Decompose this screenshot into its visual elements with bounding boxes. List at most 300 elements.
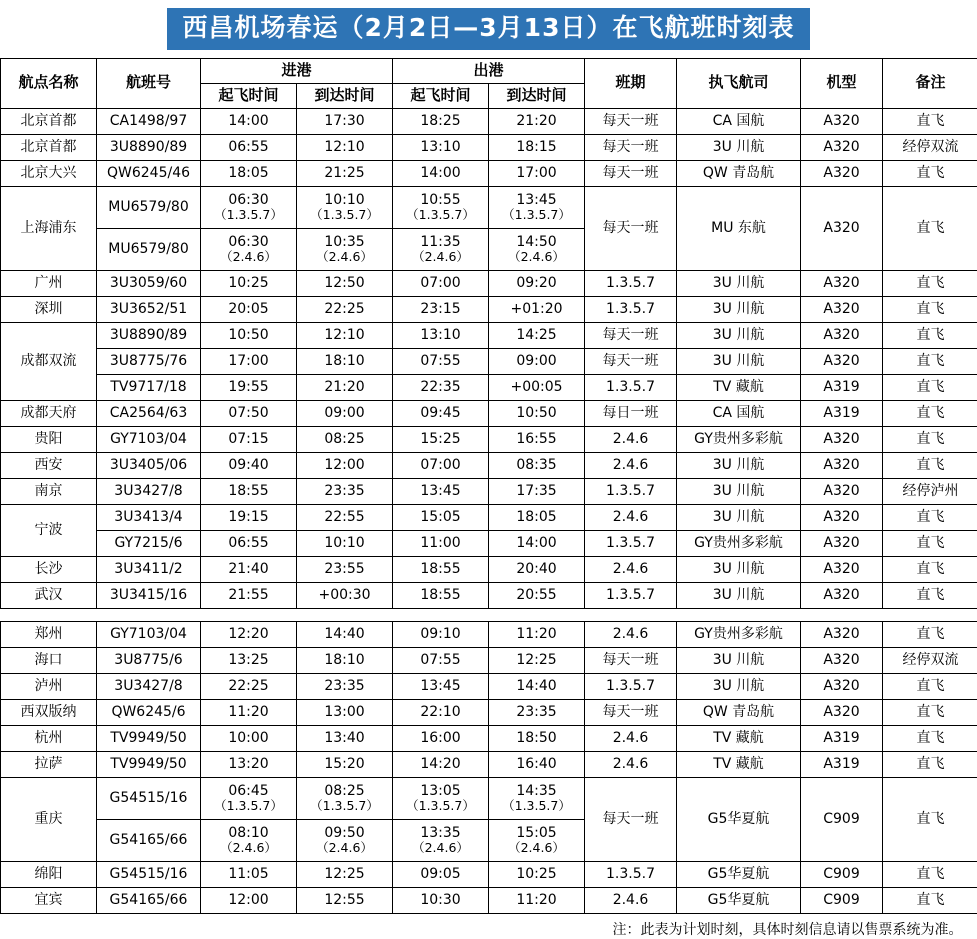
cell-arrival-arr-time: 18:10 [297, 647, 393, 673]
cell-departure-dep-time: 18:55 [393, 556, 489, 582]
cell-departure-arr-time: 10:25 [489, 861, 585, 887]
cell-arrival-dep-time: 10:00 [201, 725, 297, 751]
cell-airport: 泸州 [1, 673, 97, 699]
cell-departure-dep-time: 18:55 [393, 582, 489, 608]
cell-airline: 3U 川航 [677, 647, 801, 673]
cell-flight-no: GY7215/6 [97, 530, 201, 556]
table-row [1, 160, 977, 186]
cell-flight-no: MU6579/80 [97, 228, 201, 270]
header-days: 班期 [585, 58, 677, 108]
cell-remark: 直飞 [883, 777, 977, 861]
cell-arrival-arr-time: 10:10 [297, 530, 393, 556]
cell-departure-dep-time: 10:30 [393, 887, 489, 913]
cell-airline: QW 青岛航 [677, 160, 801, 186]
cell-flight-no: 3U8890/89 [97, 134, 201, 160]
cell-remark: 直飞 [883, 348, 977, 374]
cell-departure-arr-time: +01:20 [489, 296, 585, 322]
cell-departure-dep-time: 13:10 [393, 322, 489, 348]
cell-departure-arr-time: 14:35 （1.3.5.7） [489, 777, 585, 819]
cell-days: 1.3.5.7 [585, 582, 677, 608]
cell-departure-dep-time: 14:20 [393, 751, 489, 777]
cell-aircraft: A320 [801, 699, 883, 725]
cell-remark: 经停泸州 [883, 478, 977, 504]
cell-days: 2.4.6 [585, 452, 677, 478]
cell-airport: 广州 [1, 270, 97, 296]
cell-aircraft: A320 [801, 426, 883, 452]
cell-remark: 直飞 [883, 887, 977, 913]
cell-remark: 直飞 [883, 160, 977, 186]
cell-airport: 宜宾 [1, 887, 97, 913]
cell-flight-no: 3U8775/76 [97, 348, 201, 374]
cell-flight-no: 3U8890/89 [97, 322, 201, 348]
cell-aircraft: A320 [801, 270, 883, 296]
cell-departure-dep-time: 13:35 （2.4.6） [393, 819, 489, 861]
page-title: 西昌机场春运（2月2日—3月13日）在飞航班时刻表 [167, 8, 811, 50]
cell-remark: 直飞 [883, 270, 977, 296]
cell-departure-dep-time: 07:55 [393, 348, 489, 374]
cell-flight-no: G54515/16 [97, 777, 201, 819]
cell-aircraft: A319 [801, 400, 883, 426]
cell-airport: 深圳 [1, 296, 97, 322]
cell-departure-dep-time: 11:35 （2.4.6） [393, 228, 489, 270]
table-row [1, 621, 977, 647]
cell-arrival-arr-time: 12:25 [297, 861, 393, 887]
cell-departure-dep-time: 09:05 [393, 861, 489, 887]
cell-days: 1.3.5.7 [585, 270, 677, 296]
cell-departure-arr-time: 20:55 [489, 582, 585, 608]
cell-aircraft: A320 [801, 160, 883, 186]
cell-departure-arr-time: 10:50 [489, 400, 585, 426]
cell-aircraft: C909 [801, 777, 883, 861]
cell-arrival-dep-time: 13:20 [201, 751, 297, 777]
cell-arrival-arr-time: 12:10 [297, 134, 393, 160]
cell-aircraft: A320 [801, 556, 883, 582]
cell-departure-arr-time: 11:20 [489, 887, 585, 913]
cell-arrival-dep-time: 11:05 [201, 861, 297, 887]
cell-departure-arr-time: 23:35 [489, 699, 585, 725]
cell-airline: 3U 川航 [677, 322, 801, 348]
header-arrival-group: 进港 [201, 58, 393, 83]
cell-aircraft: A320 [801, 108, 883, 134]
cell-departure-dep-time: 23:15 [393, 296, 489, 322]
table-row [1, 478, 977, 504]
cell-airport: 上海浦东 [1, 186, 97, 270]
table-row [1, 426, 977, 452]
cell-airline: G5华夏航 [677, 861, 801, 887]
cell-arrival-arr-time: 23:35 [297, 478, 393, 504]
cell-flight-no: TV9717/18 [97, 374, 201, 400]
cell-departure-dep-time: 15:25 [393, 426, 489, 452]
title-banner [0, 0, 977, 58]
cell-arrival-arr-time: 08:25 [297, 426, 393, 452]
cell-days: 1.3.5.7 [585, 861, 677, 887]
cell-flight-no: 3U3427/8 [97, 478, 201, 504]
cell-arrival-dep-time: 11:20 [201, 699, 297, 725]
cell-airline: QW 青岛航 [677, 699, 801, 725]
cell-departure-arr-time: 16:40 [489, 751, 585, 777]
cell-aircraft: A320 [801, 296, 883, 322]
cell-arrival-arr-time: 12:55 [297, 887, 393, 913]
table-row [1, 400, 977, 426]
cell-airline: 3U 川航 [677, 556, 801, 582]
cell-remark: 直飞 [883, 322, 977, 348]
cell-arrival-dep-time: 19:15 [201, 504, 297, 530]
cell-remark: 直飞 [883, 374, 977, 400]
cell-aircraft: A320 [801, 134, 883, 160]
cell-departure-arr-time: 09:00 [489, 348, 585, 374]
cell-aircraft: A320 [801, 530, 883, 556]
cell-aircraft: A320 [801, 452, 883, 478]
table-gap [0, 609, 977, 621]
cell-arrival-arr-time: 09:00 [297, 400, 393, 426]
flight-schedule-table-bottom [0, 621, 977, 914]
cell-arrival-dep-time: 06:55 [201, 134, 297, 160]
cell-remark: 直飞 [883, 504, 977, 530]
cell-airline: G5华夏航 [677, 777, 801, 861]
cell-days: 2.4.6 [585, 504, 677, 530]
cell-arrival-arr-time: 12:50 [297, 270, 393, 296]
cell-arrival-dep-time: 06:55 [201, 530, 297, 556]
cell-airline: GY贵州多彩航 [677, 621, 801, 647]
cell-arrival-arr-time: 09:50 （2.4.6） [297, 819, 393, 861]
cell-arrival-arr-time: 10:35 （2.4.6） [297, 228, 393, 270]
cell-departure-dep-time: 10:55 （1.3.5.7） [393, 186, 489, 228]
cell-arrival-arr-time: 12:00 [297, 452, 393, 478]
cell-arrival-dep-time: 07:15 [201, 426, 297, 452]
cell-airline: 3U 川航 [677, 452, 801, 478]
cell-flight-no: QW6245/6 [97, 699, 201, 725]
cell-flight-no: CA2564/63 [97, 400, 201, 426]
cell-arrival-arr-time: 10:10 （1.3.5.7） [297, 186, 393, 228]
cell-arrival-arr-time: 22:25 [297, 296, 393, 322]
cell-arrival-arr-time: 21:25 [297, 160, 393, 186]
cell-flight-no: GY7103/04 [97, 426, 201, 452]
cell-arrival-dep-time: 07:50 [201, 400, 297, 426]
cell-remark: 直飞 [883, 699, 977, 725]
cell-remark: 直飞 [883, 556, 977, 582]
cell-days: 2.4.6 [585, 725, 677, 751]
cell-departure-arr-time: 18:15 [489, 134, 585, 160]
cell-airport: 贵阳 [1, 426, 97, 452]
cell-airport: 成都双流 [1, 322, 97, 400]
cell-departure-arr-time: +00:05 [489, 374, 585, 400]
cell-arrival-dep-time: 22:25 [201, 673, 297, 699]
table-row [1, 322, 977, 348]
header-airline: 执飞航司 [677, 58, 801, 108]
table-row [1, 699, 977, 725]
table-row [1, 777, 977, 819]
cell-departure-arr-time: 14:50 （2.4.6） [489, 228, 585, 270]
table-body-bottom [1, 621, 977, 913]
cell-airport: 海口 [1, 647, 97, 673]
cell-days: 每天一班 [585, 699, 677, 725]
cell-remark: 直飞 [883, 582, 977, 608]
header-arrival-arr-time: 到达时间 [297, 83, 393, 108]
cell-aircraft: A319 [801, 725, 883, 751]
cell-days: 每日一班 [585, 400, 677, 426]
cell-aircraft: C909 [801, 861, 883, 887]
cell-days: 每天一班 [585, 108, 677, 134]
table-row [1, 861, 977, 887]
cell-days: 每天一班 [585, 777, 677, 861]
cell-arrival-dep-time: 17:00 [201, 348, 297, 374]
cell-airline: GY贵州多彩航 [677, 426, 801, 452]
cell-days: 2.4.6 [585, 621, 677, 647]
table-header [1, 58, 977, 108]
cell-flight-no: GY7103/04 [97, 621, 201, 647]
table-row [1, 725, 977, 751]
cell-arrival-dep-time: 18:05 [201, 160, 297, 186]
cell-remark: 直飞 [883, 426, 977, 452]
cell-flight-no: G54515/16 [97, 861, 201, 887]
cell-departure-arr-time: 15:05 （2.4.6） [489, 819, 585, 861]
cell-airline: 3U 川航 [677, 296, 801, 322]
cell-airport: 拉萨 [1, 751, 97, 777]
cell-flight-no: 3U3411/2 [97, 556, 201, 582]
cell-departure-dep-time: 07:55 [393, 647, 489, 673]
cell-days: 每天一班 [585, 647, 677, 673]
cell-airline: MU 东航 [677, 186, 801, 270]
cell-airline: 3U 川航 [677, 504, 801, 530]
cell-departure-dep-time: 15:05 [393, 504, 489, 530]
cell-days: 每天一班 [585, 160, 677, 186]
cell-airport: 北京首都 [1, 108, 97, 134]
table-row [1, 530, 977, 556]
header-departure-arr-time: 到达时间 [489, 83, 585, 108]
cell-days: 1.3.5.7 [585, 673, 677, 699]
cell-departure-dep-time: 13:45 [393, 478, 489, 504]
cell-departure-arr-time: 20:40 [489, 556, 585, 582]
cell-aircraft: A320 [801, 478, 883, 504]
cell-departure-arr-time: 18:05 [489, 504, 585, 530]
cell-remark: 直飞 [883, 296, 977, 322]
cell-flight-no: TV9949/50 [97, 751, 201, 777]
cell-airline: 3U 川航 [677, 582, 801, 608]
table-row [1, 887, 977, 913]
header-airport: 航点名称 [1, 58, 97, 108]
cell-airline: CA 国航 [677, 108, 801, 134]
cell-flight-no: G54165/66 [97, 887, 201, 913]
cell-airline: GY贵州多彩航 [677, 530, 801, 556]
cell-departure-arr-time: 18:50 [489, 725, 585, 751]
cell-departure-dep-time: 07:00 [393, 452, 489, 478]
cell-aircraft: A320 [801, 322, 883, 348]
cell-arrival-arr-time: 13:00 [297, 699, 393, 725]
cell-arrival-arr-time: 23:55 [297, 556, 393, 582]
cell-airport: 西双版纳 [1, 699, 97, 725]
cell-departure-arr-time: 11:20 [489, 621, 585, 647]
cell-arrival-arr-time: 18:10 [297, 348, 393, 374]
cell-departure-arr-time: 16:55 [489, 426, 585, 452]
table-row [1, 504, 977, 530]
table-row [1, 582, 977, 608]
cell-days: 2.4.6 [585, 556, 677, 582]
cell-airline: TV 藏航 [677, 374, 801, 400]
cell-days: 2.4.6 [585, 426, 677, 452]
cell-aircraft: A319 [801, 374, 883, 400]
cell-days: 每天一班 [585, 134, 677, 160]
cell-airline: G5华夏航 [677, 887, 801, 913]
cell-arrival-arr-time: 08:25 （1.3.5.7） [297, 777, 393, 819]
cell-airline: 3U 川航 [677, 134, 801, 160]
cell-airline: TV 藏航 [677, 725, 801, 751]
cell-airport: 武汉 [1, 582, 97, 608]
cell-departure-arr-time: 21:20 [489, 108, 585, 134]
table-row [1, 556, 977, 582]
header-arrival-dep-time: 起飞时间 [201, 83, 297, 108]
cell-flight-no: 3U3415/16 [97, 582, 201, 608]
cell-arrival-arr-time: 13:40 [297, 725, 393, 751]
cell-departure-dep-time: 11:00 [393, 530, 489, 556]
cell-flight-no: MU6579/80 [97, 186, 201, 228]
cell-airport: 重庆 [1, 777, 97, 861]
cell-flight-no: 3U3059/60 [97, 270, 201, 296]
cell-departure-dep-time: 13:10 [393, 134, 489, 160]
cell-days: 2.4.6 [585, 751, 677, 777]
cell-arrival-dep-time: 06:30 （2.4.6） [201, 228, 297, 270]
cell-departure-arr-time: 14:25 [489, 322, 585, 348]
cell-flight-no: 3U3413/4 [97, 504, 201, 530]
cell-arrival-dep-time: 19:55 [201, 374, 297, 400]
cell-arrival-arr-time: 23:35 [297, 673, 393, 699]
cell-aircraft: A320 [801, 504, 883, 530]
cell-arrival-arr-time: 15:20 [297, 751, 393, 777]
cell-departure-dep-time: 14:00 [393, 160, 489, 186]
cell-arrival-dep-time: 09:40 [201, 452, 297, 478]
table-row [1, 673, 977, 699]
cell-remark: 经停双流 [883, 134, 977, 160]
cell-aircraft: A319 [801, 751, 883, 777]
cell-flight-no: 3U3652/51 [97, 296, 201, 322]
cell-arrival-dep-time: 20:05 [201, 296, 297, 322]
cell-departure-arr-time: 08:35 [489, 452, 585, 478]
cell-days: 1.3.5.7 [585, 374, 677, 400]
table-row [1, 751, 977, 777]
cell-arrival-dep-time: 10:25 [201, 270, 297, 296]
cell-remark: 经停双流 [883, 647, 977, 673]
footnote: 注：此表为计划时刻，具体时刻信息请以售票系统为准。 [613, 922, 963, 938]
cell-airport: 宁波 [1, 504, 97, 556]
cell-departure-dep-time: 22:10 [393, 699, 489, 725]
cell-arrival-dep-time: 21:55 [201, 582, 297, 608]
cell-arrival-arr-time: +00:30 [297, 582, 393, 608]
cell-departure-arr-time: 09:20 [489, 270, 585, 296]
cell-aircraft: A320 [801, 673, 883, 699]
cell-airport: 成都天府 [1, 400, 97, 426]
cell-airport: 杭州 [1, 725, 97, 751]
cell-flight-no: 3U3427/8 [97, 673, 201, 699]
cell-arrival-dep-time: 13:25 [201, 647, 297, 673]
cell-airline: 3U 川航 [677, 673, 801, 699]
table-row [1, 296, 977, 322]
cell-aircraft: A320 [801, 348, 883, 374]
cell-arrival-dep-time: 08:10 （2.4.6） [201, 819, 297, 861]
cell-arrival-arr-time: 22:55 [297, 504, 393, 530]
table-row [1, 270, 977, 296]
cell-remark: 直飞 [883, 108, 977, 134]
cell-remark: 直飞 [883, 400, 977, 426]
cell-days: 2.4.6 [585, 887, 677, 913]
flight-schedule-table-top [0, 58, 977, 609]
cell-arrival-dep-time: 18:55 [201, 478, 297, 504]
cell-airline: 3U 川航 [677, 348, 801, 374]
cell-flight-no: QW6245/46 [97, 160, 201, 186]
header-aircraft: 机型 [801, 58, 883, 108]
table-row [1, 647, 977, 673]
cell-departure-dep-time: 22:35 [393, 374, 489, 400]
cell-arrival-arr-time: 17:30 [297, 108, 393, 134]
cell-airline: 3U 川航 [677, 478, 801, 504]
cell-remark: 直飞 [883, 530, 977, 556]
cell-airport: 北京大兴 [1, 160, 97, 186]
table-row [1, 108, 977, 134]
cell-flight-no: 3U3405/06 [97, 452, 201, 478]
cell-departure-arr-time: 17:00 [489, 160, 585, 186]
table-row [1, 452, 977, 478]
cell-departure-dep-time: 09:10 [393, 621, 489, 647]
cell-arrival-arr-time: 21:20 [297, 374, 393, 400]
cell-departure-arr-time: 12:25 [489, 647, 585, 673]
cell-airport: 南京 [1, 478, 97, 504]
cell-departure-dep-time: 13:05 （1.3.5.7） [393, 777, 489, 819]
table-row [1, 186, 977, 228]
cell-departure-dep-time: 16:00 [393, 725, 489, 751]
cell-airport: 郑州 [1, 621, 97, 647]
cell-departure-arr-time: 17:35 [489, 478, 585, 504]
cell-remark: 直飞 [883, 452, 977, 478]
cell-remark: 直飞 [883, 621, 977, 647]
cell-arrival-dep-time: 10:50 [201, 322, 297, 348]
cell-airport: 北京首都 [1, 134, 97, 160]
cell-remark: 直飞 [883, 861, 977, 887]
cell-arrival-dep-time: 06:30 （1.3.5.7） [201, 186, 297, 228]
cell-arrival-dep-time: 12:00 [201, 887, 297, 913]
cell-flight-no: TV9949/50 [97, 725, 201, 751]
cell-arrival-dep-time: 12:20 [201, 621, 297, 647]
table-row [1, 348, 977, 374]
cell-airline: 3U 川航 [677, 270, 801, 296]
cell-departure-dep-time: 09:45 [393, 400, 489, 426]
cell-days: 每天一班 [585, 348, 677, 374]
cell-aircraft: A320 [801, 621, 883, 647]
cell-remark: 直飞 [883, 673, 977, 699]
cell-departure-dep-time: 13:45 [393, 673, 489, 699]
cell-airport: 绵阳 [1, 861, 97, 887]
cell-aircraft: A320 [801, 582, 883, 608]
header-flight-no: 航班号 [97, 58, 201, 108]
cell-flight-no: G54165/66 [97, 819, 201, 861]
cell-arrival-arr-time: 12:10 [297, 322, 393, 348]
cell-arrival-dep-time: 21:40 [201, 556, 297, 582]
cell-remark: 直飞 [883, 751, 977, 777]
header-remark: 备注 [883, 58, 977, 108]
cell-departure-arr-time: 13:45 （1.3.5.7） [489, 186, 585, 228]
cell-aircraft: A320 [801, 186, 883, 270]
cell-days: 每天一班 [585, 322, 677, 348]
cell-airport: 西安 [1, 452, 97, 478]
cell-departure-dep-time: 18:25 [393, 108, 489, 134]
table-body-top [1, 108, 977, 608]
cell-days: 1.3.5.7 [585, 296, 677, 322]
cell-arrival-dep-time: 14:00 [201, 108, 297, 134]
cell-airport: 长沙 [1, 556, 97, 582]
cell-departure-dep-time: 07:00 [393, 270, 489, 296]
cell-airline: TV 藏航 [677, 751, 801, 777]
table-row [1, 374, 977, 400]
cell-aircraft: A320 [801, 647, 883, 673]
cell-arrival-dep-time: 06:45 （1.3.5.7） [201, 777, 297, 819]
cell-remark: 直飞 [883, 186, 977, 270]
